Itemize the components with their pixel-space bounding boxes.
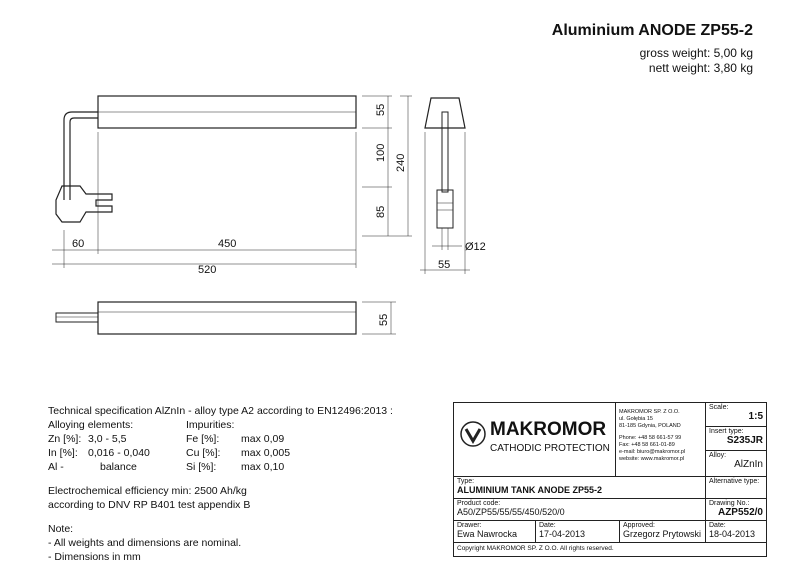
side-clamp (437, 190, 453, 228)
technical-spec (48, 404, 448, 564)
spec-row: In [%]: 0,016 - 0,040 Cu [%]: max 0,005 (48, 447, 291, 459)
insert-top (56, 313, 98, 322)
title-block (453, 402, 767, 557)
approved-cell: Approved: Grzegorz Prytowski (620, 521, 706, 543)
alt-type-cell: Alternative type: (706, 477, 766, 499)
side-insert (442, 112, 448, 192)
nett-weight: nett weight: 3,80 kg (648, 61, 753, 75)
brand-tagline: CATHODIC PROTECTION (490, 443, 610, 454)
date-cell: Date: 17-04-2013 (536, 521, 620, 543)
efficiency-line1: Electrochemical efficiency min: 2500 Ah/kg (48, 485, 247, 497)
note-2: - Dimensions in mm (48, 551, 141, 563)
logo-cell (454, 403, 616, 477)
dim-240: 240 (395, 153, 407, 172)
scale-cell: Scale: 1:5 (706, 403, 766, 427)
note-1: - All weights and dimensions are nominal. (48, 537, 242, 549)
alloying-label: Alloying elements: (48, 419, 134, 431)
copyright: Copyright MAKROMOR SP. Z O.O. All rights reserved. (457, 545, 614, 552)
spec-row: Al - balance Si [%]: max 0,10 (48, 461, 285, 473)
note-label: Note: (48, 523, 74, 535)
efficiency-line2: according to DNV RP B401 test appendix B (48, 499, 251, 511)
dim-520: 520 (198, 264, 217, 276)
gross-weight: gross weight: 5,00 kg (639, 46, 753, 60)
drawing-title: Aluminium ANODE ZP55-2 (551, 22, 753, 39)
makromor-logo-icon (460, 421, 486, 447)
insert-cell: Insert type: S235JR (706, 427, 766, 451)
brand-name: MAKROMOR (490, 419, 607, 440)
dim-dia: Ø12 (465, 241, 486, 253)
alloy-cell: Alloy: AlZnIn (706, 451, 766, 477)
spec-row: Zn [%]: 3,0 - 5,5 Fe [%]: max 0,09 (48, 433, 285, 445)
dim-55-topview: 55 (378, 313, 390, 326)
company-info: MAKROMOR SP. Z O.O. ul. Gołębia 15 81-185 Gdynia, POLAND Phone: +48 58 661-57 99 Fax: +48 58 661-01-89 e-mail: biuro@makromor.pl website: www.makromor.pl (616, 403, 706, 477)
date2-cell: Date: 18-04-2013 (706, 521, 766, 543)
dim-55-top: 55 (375, 103, 387, 116)
dim-100: 100 (375, 143, 387, 162)
dim-450: 450 (218, 238, 237, 250)
anode-body-side (425, 98, 465, 128)
dim-60: 60 (72, 238, 85, 250)
spec-heading: Technical specification AlZnIn - alloy type A2 according to EN12496:2013 : (48, 405, 393, 417)
product-code-cell: Product code: A50/ZP55/55/55/450/520/0 (454, 499, 706, 521)
dim-85: 85 (375, 205, 387, 218)
drawing-no-cell: Drawing No.: AZP552/0 (706, 499, 766, 521)
drawer-cell: Drawer: Ewa Nawrocka (454, 521, 536, 543)
anode-body-top (98, 302, 356, 334)
type-cell: Type: ALUMINIUM TANK ANODE ZP55-2 (454, 477, 706, 499)
dim-55-side: 55 (438, 259, 451, 271)
impurities-label: Impurities: (186, 419, 235, 431)
